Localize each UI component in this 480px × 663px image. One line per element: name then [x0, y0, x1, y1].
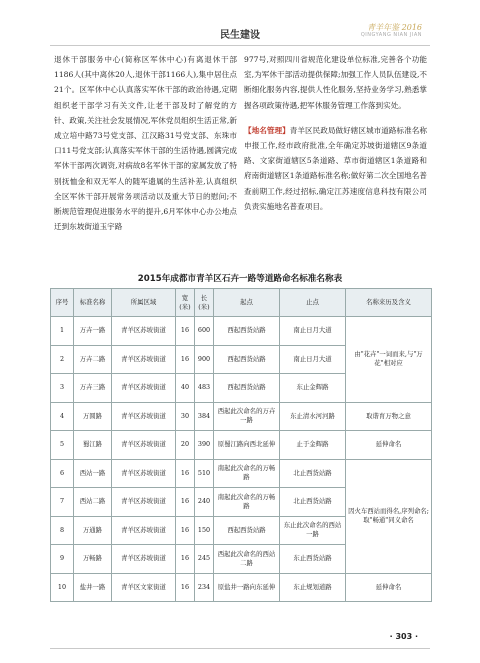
cell-area: 青羊区苏坡街道 [112, 459, 176, 488]
header-cell: 序号 [51, 289, 74, 317]
cell-area: 青羊区苏坡街道 [112, 488, 176, 517]
section-tag: 【地名管理】 [244, 125, 290, 135]
cell-end: 北止西货站路 [280, 488, 346, 517]
cell-name: 万卉三路 [74, 374, 112, 403]
cell-note: 取谐育万物之意 [346, 402, 432, 431]
right-paragraph-2-text: 青羊区民政局做好辖区城市道路标准名称申报工作,经市政府批准,全年确定苏坡街道辖区9条道路、文家街道辖区5条道路、草市街道辖区1条道路和府南街道辖区1条道路标准名称;做好第二次全国地名普查前期工作,经过招标,确定江苏速度信息科技有限公司负责实施地名普查项目。 [244, 125, 428, 211]
yearbook-brand: 青羊年鉴 2016 [367, 23, 422, 32]
right-paragraph-1: 977号,对照四川省规范化建设单位标准,完善各个功能室,为军休干部活动提供保障;加强工作人员队伍建设,不断细化服务内容,提供人性化服务,坚持业务学习,熟悉掌握各项政策待遇,把军休服务管理工作落到实处。 [244, 55, 427, 110]
header-cell: 宽(米) [176, 289, 195, 317]
cell-note-group: 由"花卉"一词而来,与"万花"相对应 [346, 317, 432, 403]
cell-width: 30 [176, 402, 195, 431]
page-number: · 303 · [389, 632, 418, 641]
yearbook-pinyin: QINGYANG NIAN JIAN [360, 32, 422, 38]
cell-no: 1 [51, 317, 74, 346]
left-paragraph: 退休干部服务中心(简称区军休中心)有离退休干部1186人(其中离休20人,退休干部1166人),集中居住点21个。区军休中心认真落实军休干部的政治待遇,定期组织老干部学习有关文件,让老干部及时了解党的方针、政策,关注社会发展情况,军休党员组织生活正常,新成立培中路73号党支部、江汉路31号党支部、东珠市口11号党支部;认真落实军休干部的生活待遇,圆满完成军休干部两次调资,对病故8名军休干部的家属发放了特别抚恤金和双无军人的随军遗属的生活补差,认真组织全区军休干部开展常务项活动以及重大节日的慰问;不断规范管理促进服务水平的提升,6月军休中心办公地点迁到东坡街道玉宇路 [54, 55, 237, 232]
cell-start: 南起此次命名的万畅路 [214, 459, 280, 488]
cell-end: 东止规划道路 [280, 573, 346, 602]
cell-width: 16 [176, 573, 195, 602]
cell-length: 510 [195, 459, 214, 488]
cell-width: 16 [176, 459, 195, 488]
cell-end: 东止金辉路 [280, 374, 346, 403]
cell-area: 青羊区苏坡街道 [112, 402, 176, 431]
cell-width: 20 [176, 431, 195, 460]
cell-width: 16 [176, 545, 195, 574]
cell-end: 北止西货站路 [280, 459, 346, 488]
cell-end: 东止西货站路 [280, 545, 346, 574]
cell-length: 234 [195, 573, 214, 602]
cell-no: 2 [51, 345, 74, 374]
header-divider [50, 45, 430, 46]
cell-length: 900 [195, 345, 214, 374]
cell-name: 西站二路 [74, 488, 112, 517]
cell-name: 万圆路 [74, 402, 112, 431]
cell-length: 390 [195, 431, 214, 460]
cell-start: 南起此次命名的万畅路 [214, 488, 280, 517]
cell-no: 10 [51, 573, 74, 602]
cell-name: 西站一路 [74, 459, 112, 488]
cell-area: 青羊区苏坡街道 [112, 345, 176, 374]
cell-no: 7 [51, 488, 74, 517]
cell-area: 青羊区文家街道 [112, 573, 176, 602]
cell-name: 万卉二路 [74, 345, 112, 374]
cell-length: 384 [195, 402, 214, 431]
cell-width: 16 [176, 317, 195, 346]
cell-start: 西起西货站路 [214, 317, 280, 346]
cell-note-group: 因火车西站而得名,序列命名;取"畅通"同义命名 [346, 459, 432, 573]
cell-area: 青羊区苏坡街道 [112, 431, 176, 460]
cell-area: 青羊区苏坡街道 [112, 374, 176, 403]
table-row [51, 459, 432, 488]
table-row [51, 317, 432, 346]
cell-note: 延伸命名 [346, 431, 432, 460]
cell-name: 万畅路 [74, 545, 112, 574]
cell-start: 西起此次命名的万卉一路 [214, 402, 280, 431]
table-row [51, 402, 432, 431]
cell-name: 盐井一路 [74, 573, 112, 602]
section-title: 民生建设 [220, 30, 260, 41]
cell-start: 原盐井一路向东延伸 [214, 573, 280, 602]
header-cell: 名称来历及含义 [346, 289, 432, 317]
right-paragraph-2 [244, 123, 427, 214]
table-header-row [51, 289, 432, 317]
cell-width: 16 [176, 488, 195, 517]
cell-area: 青羊区苏坡街道 [112, 516, 176, 545]
cell-start: 西起西货站路 [214, 516, 280, 545]
cell-area: 青羊区苏坡街道 [112, 317, 176, 346]
page-header [0, 0, 480, 40]
cell-name: 蜀江路 [74, 431, 112, 460]
header-cell: 止点 [280, 289, 346, 317]
cell-length: 150 [195, 516, 214, 545]
header-cell: 长(米) [195, 289, 214, 317]
header-cell: 起点 [214, 289, 280, 317]
table-row [51, 431, 432, 460]
cell-length: 483 [195, 374, 214, 403]
cell-start: 西起西货站路 [214, 345, 280, 374]
cell-note: 延伸命名 [346, 573, 432, 602]
left-column [54, 52, 237, 234]
cell-start: 原蜀江路向西北延伸 [214, 431, 280, 460]
cell-no: 4 [51, 402, 74, 431]
table-title: 2015年成都市青羊区石卉一路等道路命名标准名称表 [137, 274, 343, 284]
cell-width: 40 [176, 374, 195, 403]
header-cell: 标准名称 [74, 289, 112, 317]
cell-end: 止于金辉路 [280, 431, 346, 460]
cell-end: 东止此次命名的西站一路 [280, 516, 346, 545]
cell-end: 东止清水河河路 [280, 402, 346, 431]
header-cell: 所属区域 [112, 289, 176, 317]
cell-width: 16 [176, 345, 195, 374]
cell-no: 8 [51, 516, 74, 545]
cell-name: 万通路 [74, 516, 112, 545]
cell-name: 万卉一路 [74, 317, 112, 346]
cell-area: 青羊区苏坡街道 [112, 545, 176, 574]
cell-start: 西起此次命名的西站二路 [214, 545, 280, 574]
cell-width: 16 [176, 516, 195, 545]
cell-no: 3 [51, 374, 74, 403]
footer-divider [50, 648, 430, 649]
cell-no: 5 [51, 431, 74, 460]
road-naming-table [50, 288, 432, 602]
cell-end: 南止日月大道 [280, 317, 346, 346]
right-column [244, 52, 427, 214]
cell-no: 6 [51, 459, 74, 488]
cell-start: 西起西货站路 [214, 374, 280, 403]
cell-length: 240 [195, 488, 214, 517]
cell-end: 南止日月大道 [280, 345, 346, 374]
cell-length: 245 [195, 545, 214, 574]
cell-length: 600 [195, 317, 214, 346]
cell-no: 9 [51, 545, 74, 574]
table-row [51, 573, 432, 602]
